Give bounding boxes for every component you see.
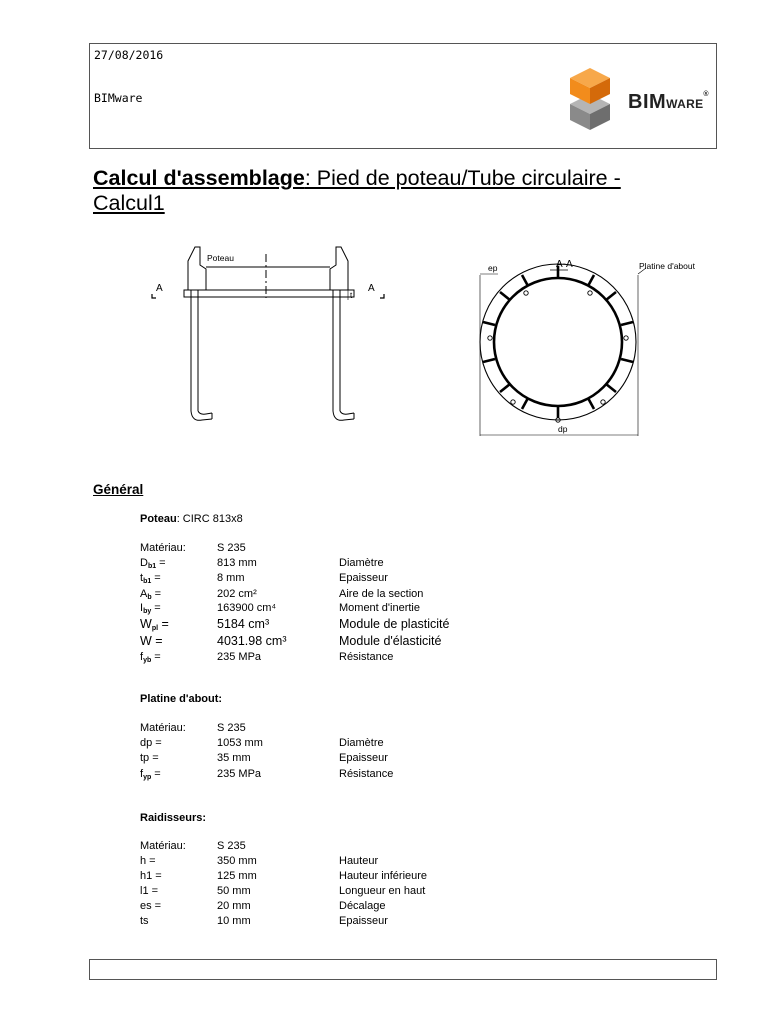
row-value: S 235 [217,840,246,852]
logo-text-small: WARE [666,97,704,111]
row-value: 202 cm² [217,588,257,600]
row-name: h = [140,855,156,867]
platine-title: Platine d'about: [140,693,223,705]
row-name: $f_{yb}$ = [140,651,161,664]
row-desc: Hauteur inférieure [339,870,428,882]
row-desc: Décalage [339,900,386,912]
row-desc: Résistance [339,768,394,780]
elevation-drawing [140,238,400,428]
row-value: 235 MPa [217,768,262,780]
row-desc: Aire de la section [339,588,424,600]
row-name: Matériau: [140,542,186,554]
row-value: S 235 [217,722,246,734]
logo-wordmark [628,91,709,114]
header-company: BIMware [94,91,143,105]
row-name: es = [140,900,162,912]
logo-text-big: BIM [628,91,667,113]
section-heading-general: Général [93,482,144,497]
page-title [93,166,693,216]
row-desc: Module de plasticité [339,617,450,631]
row-name: Matériau: [140,722,186,734]
row-name: tp = [140,752,159,764]
row-value: 125 mm [217,870,257,882]
row-value: 8 mm [217,572,245,584]
row-value: S 235 [217,542,246,554]
row-name: $f_{yp}$ = [140,768,161,781]
row-value: 235 MPa [217,651,262,663]
poteau-line [140,513,243,525]
row-desc: Diamètre [339,737,384,749]
label-dp: dp [558,424,568,434]
row-desc: Résistance [339,651,394,663]
row-name: dp = [140,737,162,749]
row-desc: Diamètre [339,557,384,569]
row-name: $t_{b1}$ = [140,572,161,585]
logo-registered-mark: ® [703,91,709,98]
label-section-a-left: A [156,283,163,294]
row-value: 1053 mm [217,737,263,749]
page-footer [89,959,717,980]
section-drawing [470,250,710,445]
row-name: $W_{pl}$ = [140,617,169,632]
row-name: ts [140,915,149,927]
row-value: 4031.98 cm³ [217,634,287,648]
header-date: 27/08/2016 [94,48,164,62]
row-value: 163900 cm⁴ [217,602,277,614]
row-name: W = [140,634,163,648]
row-desc: Longueur en haut [339,885,426,897]
poteau-value: : CIRC 813x8 [176,513,243,525]
poteau-label: Poteau [140,513,177,525]
row-desc: Epaisseur [339,572,388,584]
row-desc: Epaisseur [339,915,388,927]
row-desc: Hauteur [339,855,379,867]
label-section-a-right: A [368,283,375,294]
row-desc: Epaisseur [339,752,388,764]
label-t: t [350,291,353,300]
row-desc: Module d'élasticité [339,634,442,648]
row-value: 50 mm [217,885,251,897]
label-section-aa: A-A [556,259,573,270]
row-name: $D_{b1}$ = [140,557,166,570]
title-bold: Calcul d'assemblage [93,166,305,190]
row-name: $I_{by}$ = [140,602,161,615]
raidisseurs-title: Raidisseurs: [140,812,207,824]
row-value: 20 mm [217,900,251,912]
row-value: 813 mm [217,557,257,569]
page-header [89,43,717,149]
label-platine: Platine d'about [639,261,695,271]
row-value: 5184 cm³ [217,617,270,631]
row-value: 10 mm [217,915,251,927]
row-value: 35 mm [217,752,251,764]
row-name: Matériau: [140,840,186,852]
title-line2: Calcul1 [93,191,165,215]
row-name: h1 = [140,870,162,882]
row-name: $A_b$ = [140,588,162,601]
title-rest: : Pied de poteau/Tube circulaire - [304,166,621,190]
label-ep: ep [488,263,498,273]
label-poteau: Poteau [207,253,234,263]
row-desc: Moment d'inertie [339,602,420,614]
row-name: l1 = [140,885,159,897]
row-value: 350 mm [217,855,257,867]
